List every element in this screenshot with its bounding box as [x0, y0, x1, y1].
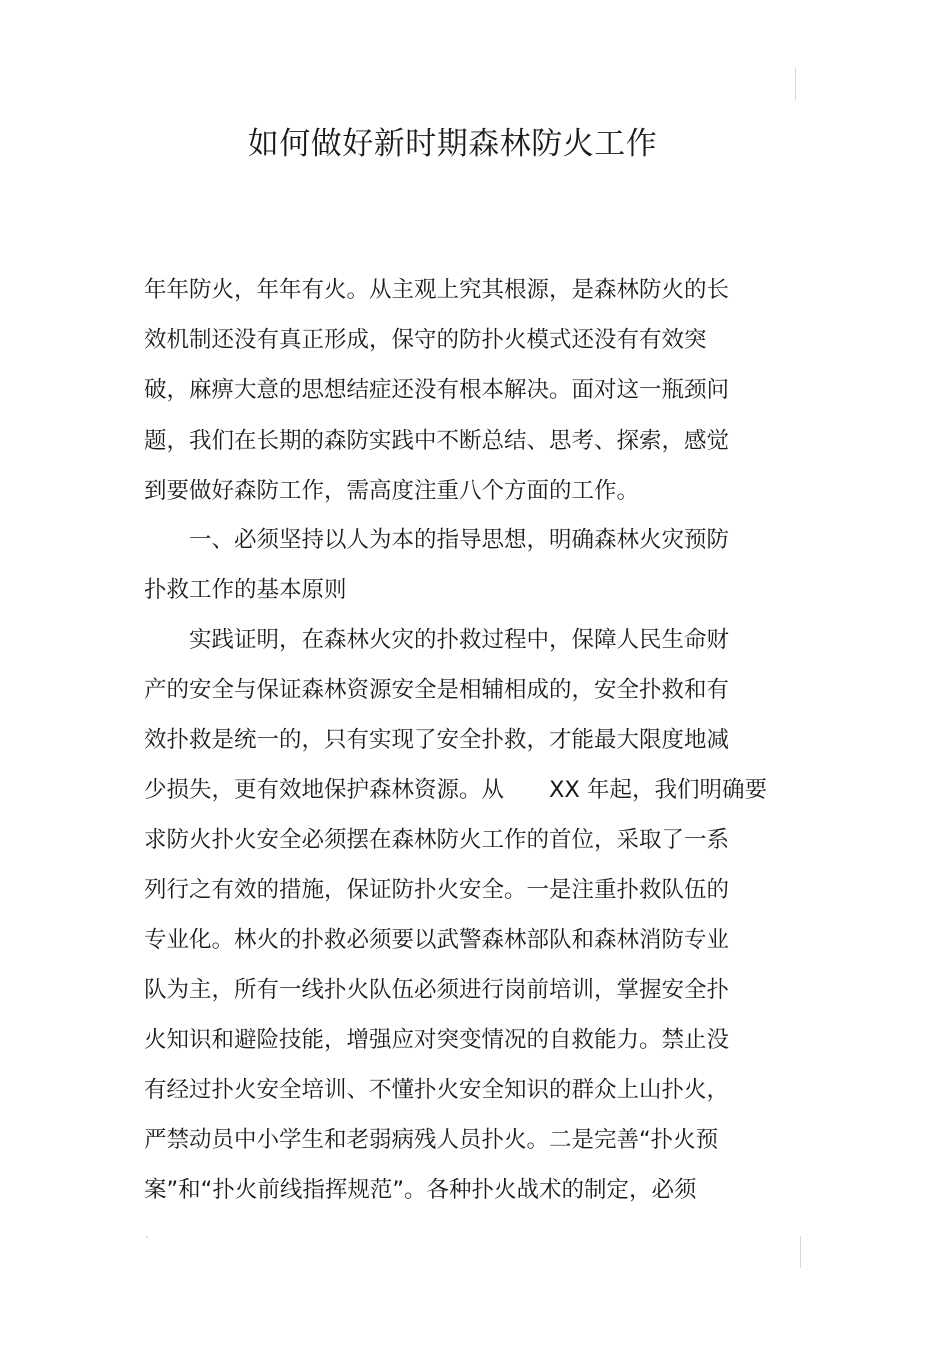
body-line: 题，我们在长期的森防实践中不断总结、思考、探索，感觉 — [144, 428, 730, 454]
body-line: 火知识和避险技能，增强应对突变情况的自救能力。禁止没 — [144, 1027, 730, 1053]
body-line: 效扑救是统一的，只有实现了安全扑救，才能最大限度地减 — [144, 727, 730, 753]
body-line: 到要做好森防工作，需高度注重八个方面的工作。 — [144, 478, 640, 504]
body-line: 效机制还没有真正形成，保守的防扑火模式还没有有效突 — [144, 327, 707, 353]
body-line: 破，麻痹大意的思想结症还没有根本解决。面对这一瓶颈问 — [144, 377, 730, 403]
body-line: 少损失，更有效地保护森林资源。从 XX 年起，我们明确要 — [144, 777, 767, 803]
section-heading-line: 扑救工作的基本原则 — [144, 577, 347, 603]
document-title: 如何做好新时期森林防火工作 — [247, 126, 658, 162]
page-corner-mark-bottom-left — [146, 1236, 148, 1238]
body-line: 队为主，所有一线扑火队伍必须进行岗前培训，掌握安全扑 — [144, 977, 730, 1003]
body-line: 有经过扑火安全培训、不懂扑火安全知识的群众上山扑火， — [144, 1077, 730, 1103]
body-line: 专业化。林火的扑救必须要以武警森林部队和森林消防专业 — [144, 927, 730, 953]
body-line: 年年防火，年年有火。从主观上究其根源，是森林防火的长 — [144, 277, 730, 303]
section-heading-line: 一、必须坚持以人为本的指导思想，明确森林火灾预防 — [144, 527, 730, 553]
body-line: 求防火扑火安全必须摆在森林防火工作的首位，采取了一系 — [144, 827, 730, 853]
body-line: 实践证明，在森林火灾的扑救过程中，保障人民生命财 — [144, 627, 730, 653]
body-line: 列行之有效的措施，保证防扑火安全。一是注重扑救队伍的 — [144, 877, 730, 903]
body-line: 产的安全与保证森林资源安全是相辅相成的，安全扑救和有 — [144, 677, 730, 703]
page-corner-mark-top-right — [795, 68, 796, 100]
page-corner-mark-bottom-right — [800, 1236, 801, 1268]
body-line: 案”和“扑火前线指挥规范”。各种扑火战术的制定，必须 — [144, 1177, 697, 1203]
body-line: 严禁动员中小学生和老弱病残人员扑火。二是完善“扑火预 — [144, 1127, 719, 1153]
